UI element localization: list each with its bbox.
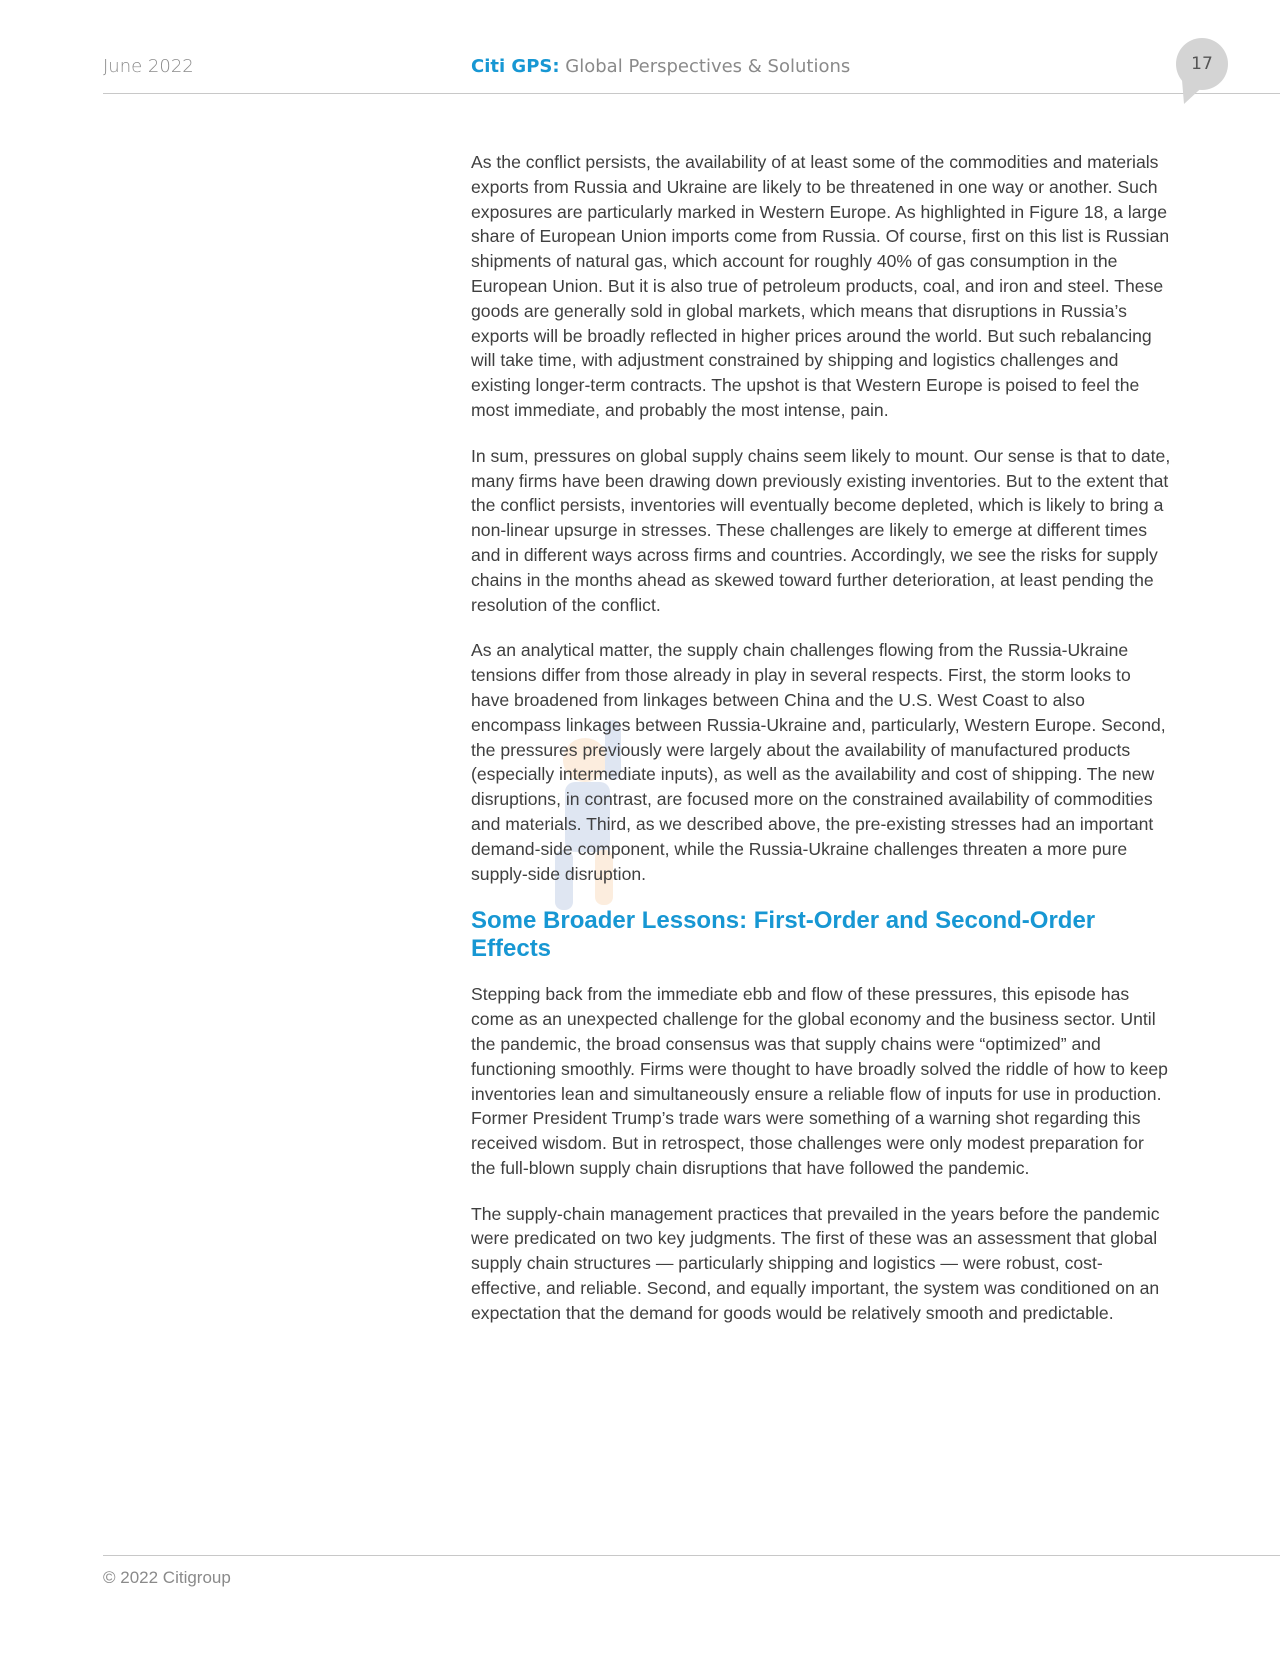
paragraph: The supply-chain management practices that prevailed in the years before the pandemic were predicated on two key judgments. The first of these was an assessment that global supply chain structures — particularly shipping and logistics — were robust, cost-effective, and reliable. Second, and equally important, the system was conditioned on an expectation that the demand for goods would be relatively smooth and predictable. — [471, 1203, 1160, 1323]
page-number: 17 — [1191, 54, 1213, 74]
header-date: June 2022 — [103, 56, 194, 77]
paragraph: As the conflict persists, the availability of at least some of the commodities and materials exports from Russia and Ukraine are likely to be threatened in one way or another. Such exposures are particularly marked in Western Europe. As highlighted in Figure 18, a large share of European Union imports come from Russia. Of course, first on this list is Russian shipments of natural gas, which account for roughly 40% of gas consumption in the European Union. But it is also true of petroleum products, coal, and iron and steel. These goods are generally sold in global markets, which means that disruptions in Russia’s exports will be broadly reflected in higher prices around the world. But such rebalancing will take time, with adjustment constrained by shipping and logistics challenges and existing longer-term contracts. The upshot is that Western Europe is poised to feel the most immediate, and probably the most intense, pain. — [471, 152, 1170, 420]
paragraph: Stepping back from the immediate ebb and flow of these pressures, this episode has come as an unexpected challenge for the global economy and the business sector. Until the pandemic, the broad consensus was that supply chains were “optimized” and functioning smoothly. Firms were thought to have broadly solved the riddle of how to keep inventories lean and simultaneously ensure a reliable flow of inputs for use in production. Former President Trump’s trade wars were something of a warning shot regarding this received wisdom. But in retrospect, those challenges were only modest preparation for the full-blown supply chain disruptions that have followed the pandemic. — [471, 984, 1168, 1178]
footer-rule — [103, 1555, 1280, 1556]
header-rule — [103, 93, 1280, 94]
page-number-badge — [1176, 38, 1228, 90]
footer-copyright: © 2022 Citigroup — [103, 1568, 231, 1587]
paragraph: In sum, pressures on global supply chains seem likely to mount. Our sense is that to date, many firms have been drawing down previously existing inventories. But to the extent that the conflict persists, inventories will eventually become depleted, which is likely to bring a non-linear upsurge in stresses. These challenges are likely to emerge at different times and in different ways across firms and countries. Accordingly, we see the risks for supply chains in the months ahead as skewed toward further deterioration, at least pending the resolution of the conflict. — [471, 445, 1171, 615]
paragraph: As an analytical matter, the supply chain challenges flowing from the Russia-Ukraine tensions differ from those already in play in several respects. First, the storm looks to have broadened from linkages between China and the U.S. West Coast to also encompass linkages between Russia-Ukraine and, particularly, Western Europe. Second, the pressures previously were largely about the availability of manufactured products (especially intermediate inputs), as well as the availability and cost of shipping. The new disruptions, in contrast, are focused more on the constrained availability of commodities and materials. Third, as we described above, the pre-existing stresses had an important demand-side component, while the Russia-Ukraine challenges threaten a more pure supply-side disruption. — [471, 640, 1166, 884]
section-heading: Some Broader Lessons: First-Order and Second-Order Effects — [471, 907, 1096, 963]
article-body — [471, 150, 1171, 1347]
brand-tagline: Global Perspectives & Solutions — [565, 56, 851, 77]
brand-name: Citi GPS: — [471, 56, 560, 77]
header-brand — [471, 56, 850, 77]
